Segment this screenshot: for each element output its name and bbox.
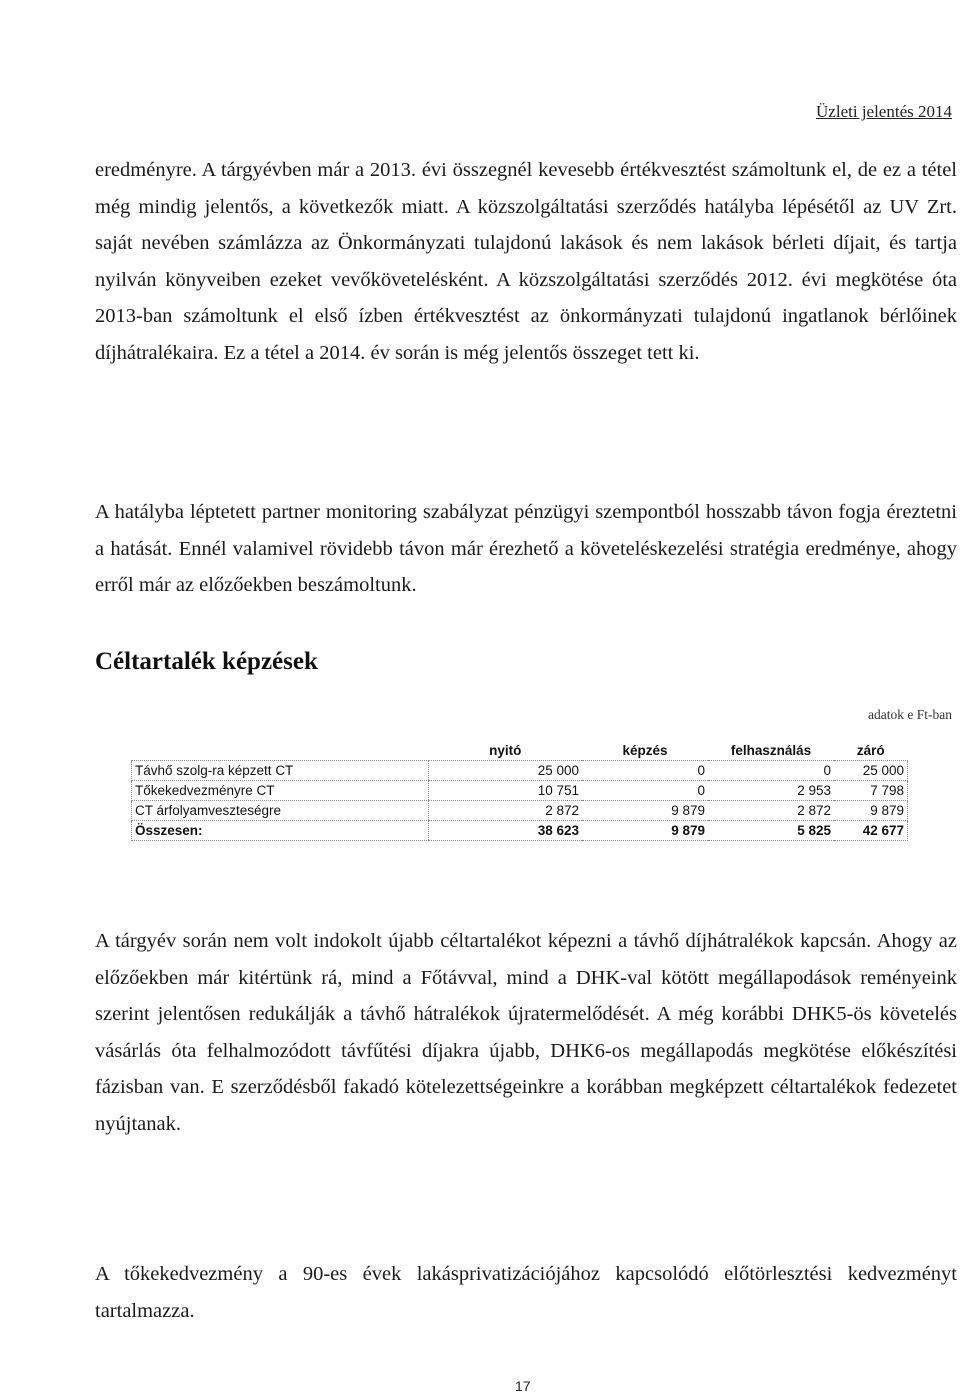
cell-formation: 0 [582,781,708,801]
table-header-row [132,741,908,761]
table-total-row [132,821,908,841]
cell-formation: 9 879 [582,801,708,821]
table-header-opening: nyitó [429,741,583,761]
table-row [132,801,908,821]
section-title: Céltartalék képzések [95,648,318,675]
cell-opening: 2 872 [429,801,583,821]
paragraph-monitoring: A hatályba léptetett partner monitoring szabályzat pénzügyi szempontból hosszabb távon fogja éreztetni a hatását. Ennél valamivel rövidebb távon már érezhető a követeléskezelési stratégia eredménye, ahogy erről már az előzőekben beszámoltunk. [95,501,957,596]
cell-closing: 25 000 [834,761,908,781]
table-row [132,781,908,801]
table-header-usage: felhasználás [708,741,834,761]
cell-usage: 2 953 [708,781,834,801]
cell-closing: 9 879 [834,801,908,821]
paragraph-capital-discount: A tőkekedvezmény a 90-es évek lakásprivatizációjához kapcsolódó előtörlesztési kedvezményt tartalmazza. [95,1263,957,1322]
paragraph-district-heating: A tárgyév során nem volt indokolt újabb céltartalékot képezni a távhő díjhátralékok kapcsán. Ahogy az előzőekben már kitértünk rá, mind a Főtávval, mind a DHK-val kötött megállapodások reményeink szerint jelentősen redukálják a távhő hátralékok újratermelődését. A még korábbi DHK5-ös követelés vásárlás óta felhalmozódott távfűtési díjakra újabb, DHK6-os megállapodás megkötése előkészítési fázisban van. E szerződésből fakadó kötelezettségeinkre a korábban megképzett céltartalékok fedezetet nyújtanak. [95,930,957,1135]
table-header-closing: záró [834,741,908,761]
paragraph-receivables: eredményre. A tárgyévben már a 2013. évi összegnél kevesebb értékvesztést számoltunk el, de ez a tétel még mindig jelentős, a következők miatt. A közszolgáltatási szerződés hatályba lépésétől az UV Zrt. saját nevében számlázza az Önkormányzati tulajdonú lakások és nem lakások bérleti díjait, és tartja nyilván könyveiben ezeket vevőkövetelésként. A közszolgáltatási szerződés 2012. évi megkötése óta 2013-ban számoltunk el első ízben értékvesztést az önkormányzati tulajdonú ingatlanok bérlőinek díjhátralékaira. Ez a tétel a 2014. év során is még jelentős összeget tett ki. [95,159,957,364]
table-row [132,761,908,781]
table-header-label [132,741,429,761]
row-label: CT árfolyamveszteségre [132,801,429,821]
table-header-formation: képzés [582,741,708,761]
cell-usage: 0 [708,761,834,781]
row-label: Tőkekedvezményre CT [132,781,429,801]
unit-note: adatok e Ft-ban [868,707,952,722]
cell-closing: 42 677 [834,821,908,841]
cell-opening: 25 000 [429,761,583,781]
cell-opening: 38 623 [429,821,583,841]
row-label: Távhő szolg-ra képzett CT [132,761,429,781]
provisions-table [131,741,908,841]
page-number: 17 [515,1378,531,1394]
report-header: Üzleti jelentés 2014 [816,102,952,121]
cell-usage: 5 825 [708,821,834,841]
cell-opening: 10 751 [429,781,583,801]
cell-usage: 2 872 [708,801,834,821]
cell-formation: 0 [582,761,708,781]
cell-formation: 9 879 [582,821,708,841]
cell-closing: 7 798 [834,781,908,801]
row-label: Összesen: [132,821,429,841]
